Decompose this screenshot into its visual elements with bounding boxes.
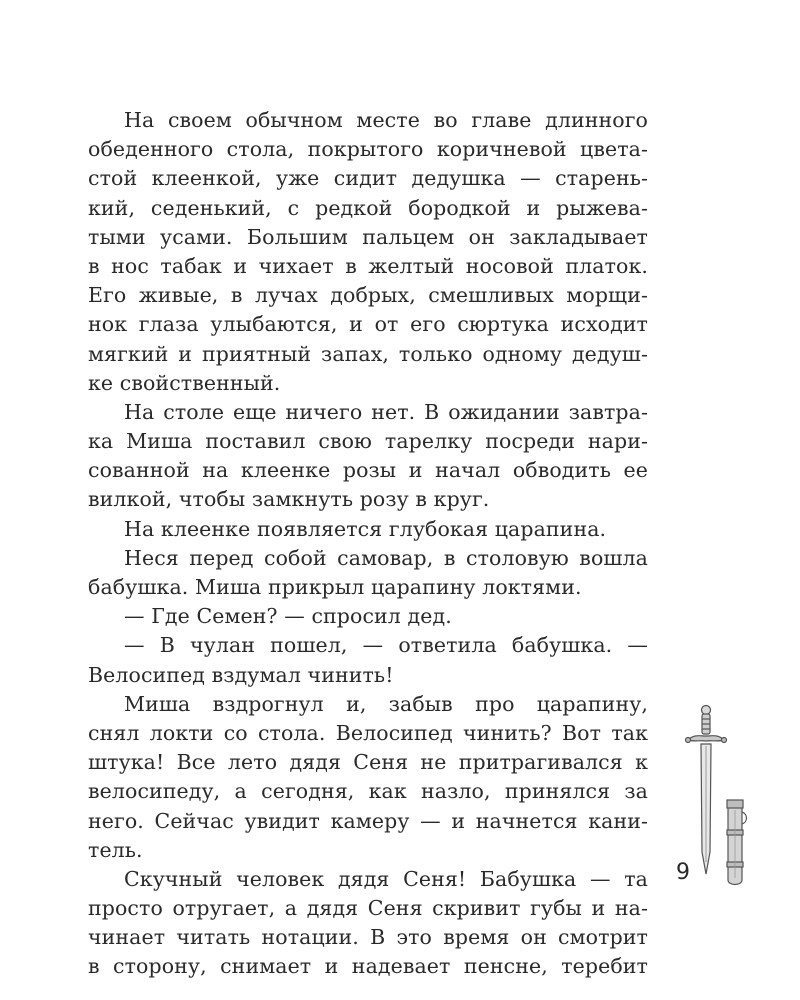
- text-line: него. Сейчас увидит камеру — и начнется кани-: [88, 808, 648, 833]
- text-line: Неся перед собой самовар, в столовую вошла: [124, 545, 648, 570]
- text-line: в сторону, снимает и надевает пенсне, теребит: [88, 954, 648, 979]
- text-line: обеденного стола, покрытого коричневой цвета-: [88, 137, 648, 162]
- text-line: Скучный человек дядя Сеня! Бабушка — та: [124, 866, 648, 891]
- text-line: — Где Семен? — спросил дед.: [124, 604, 452, 629]
- text-line: На столе еще ничего нет. В ожидании завтра-: [124, 399, 648, 424]
- text-line: ке свойственный.: [88, 370, 281, 395]
- text-line: тель.: [88, 837, 143, 862]
- text-line: велосипеду, а сегодня, как назло, принялся за: [88, 779, 648, 804]
- text-line: Миша вздрогнул и, забыв про царапину,: [124, 691, 648, 716]
- text-line: кий, седенький, с редкой бородкой и рыжева-: [88, 195, 648, 220]
- page-number: 9: [676, 860, 690, 885]
- text-line: На своем обычном месте во главе длинного: [124, 108, 648, 132]
- body-text: [88, 106, 648, 982]
- text-line: бабушка. Миша прикрыл царапину локтями.: [88, 575, 582, 599]
- dagger-icon: [682, 702, 762, 892]
- text-line: в нос табак и чихает в желтый носовой платок.: [88, 253, 648, 278]
- text-line: мягкий и приятный запах, только одному дедуш-: [88, 341, 648, 366]
- text-line: На клеенке появляется глубокая царапина.: [124, 516, 607, 541]
- text-line: сованной на клеенке розы и начал обводить ее: [88, 458, 648, 483]
- text-line: снял локти со стола. Велосипед чинить? Вот так: [88, 720, 648, 745]
- text-line: просто отругает, а дядя Сеня скривит губы и на-: [88, 896, 648, 921]
- text-line: ка Миша поставил свою тарелку посреди нари-: [88, 429, 648, 454]
- text-line: стой клеенкой, уже сидит дедушка — старень-: [88, 166, 648, 191]
- text-line: Его живые, в лучах добрых, смешливых морщи-: [88, 283, 648, 308]
- text-line: вилкой, чтобы замкнуть розу в круг.: [88, 487, 490, 512]
- text-line: — В чулан пошел, — ответила бабушка. —: [124, 633, 648, 658]
- text-line: тыми усами. Большим пальцем он закладывает: [88, 224, 648, 249]
- text-line: Велосипед вздумал чинить!: [88, 662, 394, 687]
- text-line: штука! Все лето дядя Сеня не притрагивался к: [88, 750, 648, 775]
- text-line: нок глаза улыбаются, и от его сюртука исходит: [88, 312, 648, 337]
- text-line: чинает читать нотации. В это время он смотрит: [88, 925, 648, 950]
